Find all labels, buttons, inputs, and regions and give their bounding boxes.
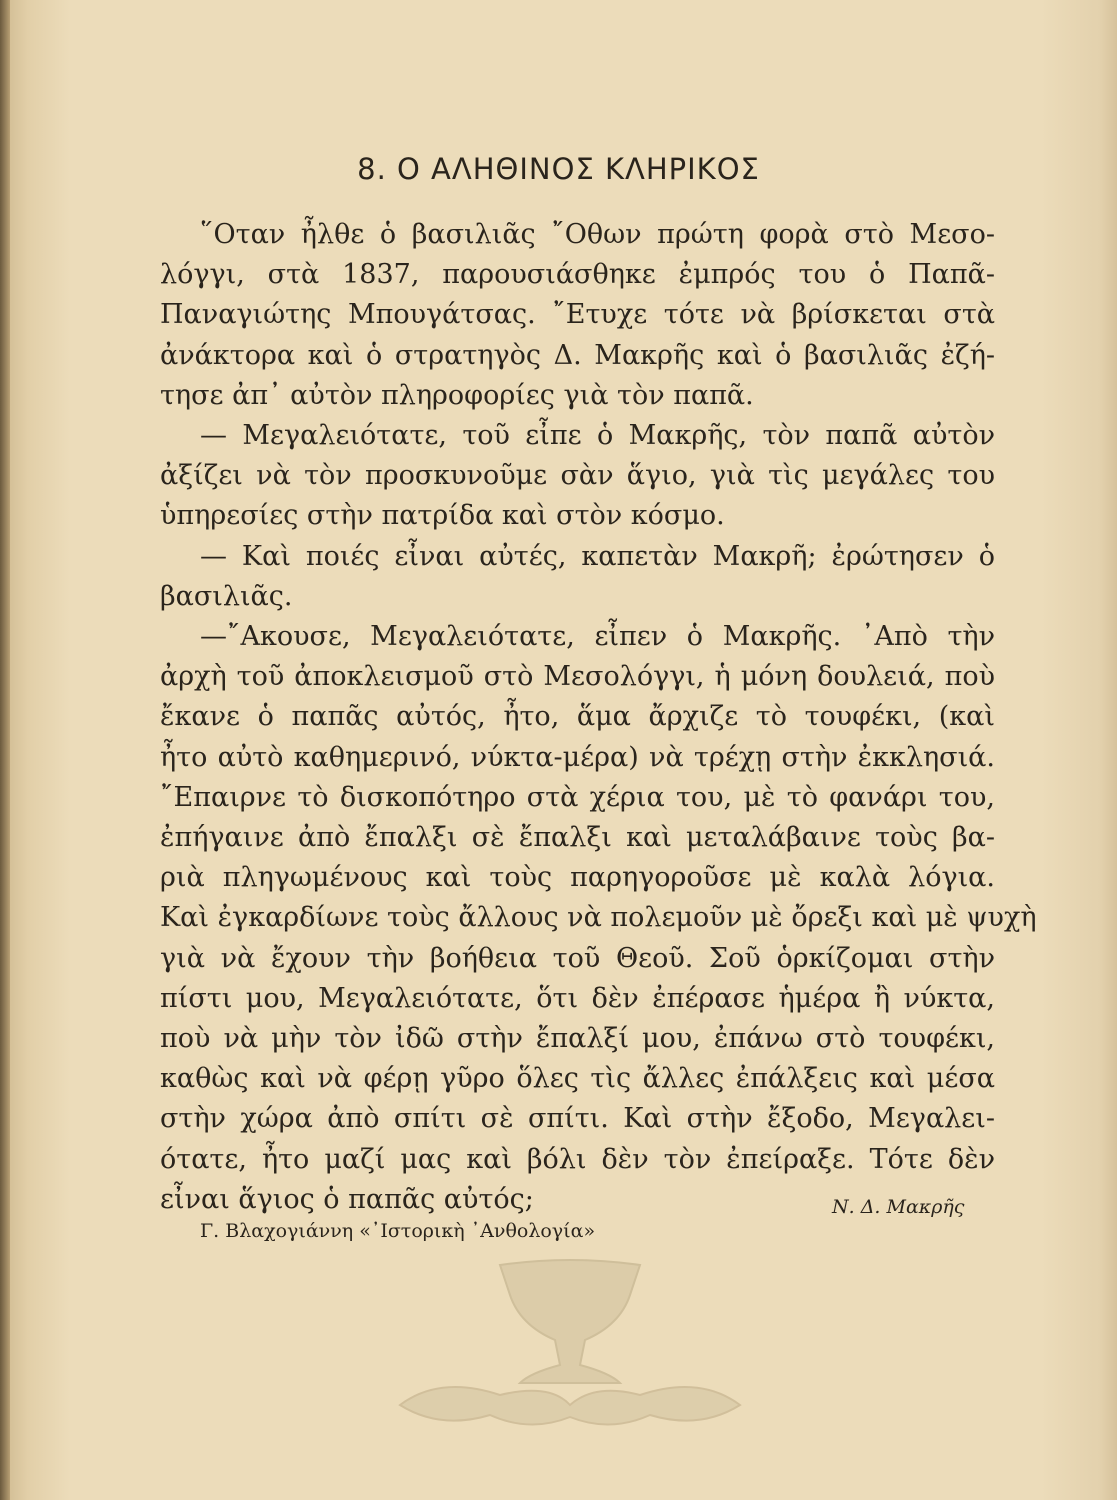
text-line: ῞Οταν ἦλθε ὁ βασιλιᾶς ῎Οθων πρώτη φορὰ στὸ Μεσο- [200, 219, 995, 250]
text-line: —῎Ακουσε, Μεγαλειότατε, εἶπεν ὁ Μακρῆς. ᾿Απὸ τὴν [200, 621, 995, 653]
text-line: εἶναι ἅγιος ὁ παπᾶς αὐτός; [160, 1183, 534, 1215]
text-line: ἦτο αὐτὸ καθημερινό, νύκτα-μέρα) νὰ τρέχῃ στὴν ἐκκλησιά. [160, 741, 995, 773]
text-line: γιὰ νὰ ἔχουν τὴν βοήθεια τοῦ Θεοῦ. Σοῦ ὁρκίζομαι στὴν [160, 942, 995, 974]
chapter-title: 8. Ο ΑΛΗΘΙΝΟΣ ΚΛΗΡΙΚΟΣ [357, 152, 760, 186]
text-line: ἀνάκτορα καὶ ὁ στρατηγὸς Δ. Μακρῆς καὶ ὁ βασιλιᾶς ἐζή- [160, 339, 995, 371]
text-line: ποὺ νὰ μὴν τὸν ἰδῶ στὴν ἔπαλξί μου, ἐπάνω στὸ τουφέκι, [160, 1023, 995, 1055]
text-line: ἀξίζει νὰ τὸν προσκυνοῦμε σὰν ἅγιο, γιὰ τὶς μεγάλες του [160, 460, 995, 492]
text-line: ῎Επαιρνε τὸ δισκοπότηρο στὰ χέρια του, μὲ τὸ φανάρι του, [160, 781, 995, 813]
text-line: ριὰ πληγωμένους καὶ τοὺς παρηγοροῦσε μὲ καλὰ λόγια. [160, 862, 995, 894]
text-line: Παναγιώτης Μπουγάτσας. ῎Ετυχε τότε νὰ βρίσκεται στὰ [160, 299, 995, 331]
text-line: ἐπήγαινε ἀπὸ ἔπαλξι σὲ ἔπαλξι καὶ μεταλάβαινε τοὺς βα- [160, 822, 995, 854]
text-line: ἔκανε ὁ παπᾶς αὐτός, ἦτο, ἅμα ἄρχιζε τὸ τουφέκι, (καὶ [160, 701, 995, 733]
page-binding-edge [0, 0, 10, 1500]
body-text [160, 215, 1037, 1220]
text-line: βασιλιᾶς. [160, 580, 293, 612]
text-line: λόγγι, στὰ 1837, παρουσιάσθηκε ἐμπρός του ὁ Παπᾶ- [160, 259, 995, 291]
text-line: καθὼς καὶ νὰ φέρῃ γῦρο ὅλες τὶς ἄλλες ἐπάλξεις καὶ μέσα [160, 1063, 995, 1095]
source-citation: Γ. Βλαχογιάννη «᾿Ιστορικὴ ᾿Ανθολογία» [200, 1220, 596, 1242]
text-line: ἀρχὴ τοῦ ἀποκλεισμοῦ στὸ Μεσολόγγι, ἡ μόνη δουλειά, ποὺ [160, 661, 995, 693]
text-line: Καὶ ἐγκαρδίωνε τοὺς ἄλλους νὰ πολεμοῦν μὲ ὄρεξι καὶ μὲ ψυχὴ [160, 902, 1037, 934]
text-line: — Μεγαλειότατε, τοῦ εἶπε ὁ Μακρῆς, τὸν παπᾶ αὐτὸν [200, 420, 995, 452]
text-line: στὴν χώρα ἀπὸ σπίτι σὲ σπίτι. Καὶ στὴν ἔξοδο, Μεγαλει- [160, 1103, 995, 1135]
author-signature: Ν. Δ. Μακρῆς [832, 1196, 965, 1218]
text-line: ότατε, ἦτο μαζί μας καὶ βόλι δὲν τὸν ἐπείραξε. Τότε δὲν [160, 1143, 995, 1175]
text-line: πίστι μου, Μεγαλειότατε, ὅτι δὲν ἐπέρασε ἡμέρα ἢ νύκτα, [160, 982, 995, 1014]
chalice-watermark-icon [380, 1255, 760, 1435]
text-line: τησε ἀπ᾿ αὐτὸν πληροφορίες γιὰ τὸν παπᾶ. [160, 379, 754, 411]
text-line: ὑπηρεσίες στὴν πατρίδα καὶ στὸν κόσμο. [160, 500, 725, 532]
text-line: — Καὶ ποιές εἶναι αὐτές, καπετὰν Μακρῆ; ἐρώτησεν ὁ [200, 540, 995, 572]
